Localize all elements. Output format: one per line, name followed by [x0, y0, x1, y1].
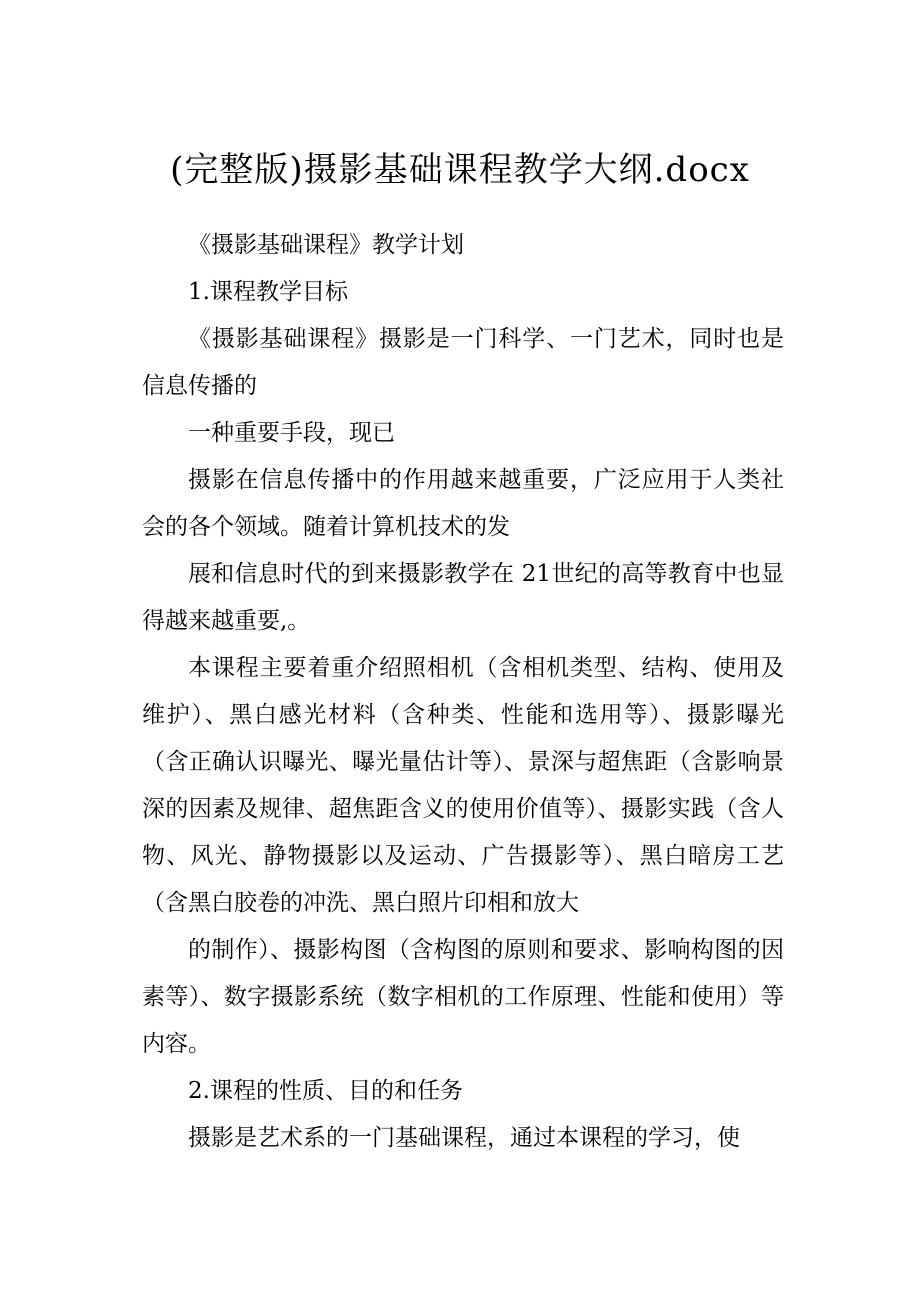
paragraph-intro-continued: 一种重要手段，现已	[188, 420, 395, 446]
document-title: (完整版)摄影基础课程教学大纲.docx	[170, 150, 750, 190]
paragraph-importance: 摄影在信息传播中的作用越来越重要，广泛应用于人类社会的各个领域。随着计算机技术的发	[142, 467, 784, 540]
paragraph-intro: 《摄影基础课程》摄影是一门科学、一门艺术，同时也是信息传播的	[142, 326, 784, 399]
paragraph-section-1-heading: 1.课程教学目标	[188, 279, 348, 305]
paragraph-course-nature: 摄影是艺术系的一门基础课程，通过本课程的学习，使	[188, 1125, 740, 1151]
paragraph-course-content-continued: 的制作）、摄影构图（含构图的原则和要求、影响构图的因素等）、数字摄影系统（数字相机的工作原理、性能和使用）等内容。	[142, 937, 784, 1057]
paragraph-course-content: 本课程主要着重介绍照相机（含相机类型、结构、使用及维护）、黑白感光材料（含种类、性能和选用等）、摄影曝光（含正确认识曝光、曝光量估计等）、景深与超焦距（含影响景深的因素及规律、超焦距含义的使用价值等）、摄影实践（含人物、风光、静物摄影以及运动、广告摄影等）、黑白暗房工艺（含黑白胶卷的冲洗、黑白照片印相和放大	[142, 655, 784, 916]
paragraph-section-2-heading: 2.课程的性质、目的和任务	[188, 1078, 463, 1104]
document-body	[142, 222, 784, 1162]
paragraph-information-age: 展和信息时代的到来摄影教学在 21世纪的高等教育中也显得越来越重要,。	[142, 561, 784, 634]
paragraph-plan-heading: 《摄影基础课程》教学计划	[188, 232, 464, 258]
